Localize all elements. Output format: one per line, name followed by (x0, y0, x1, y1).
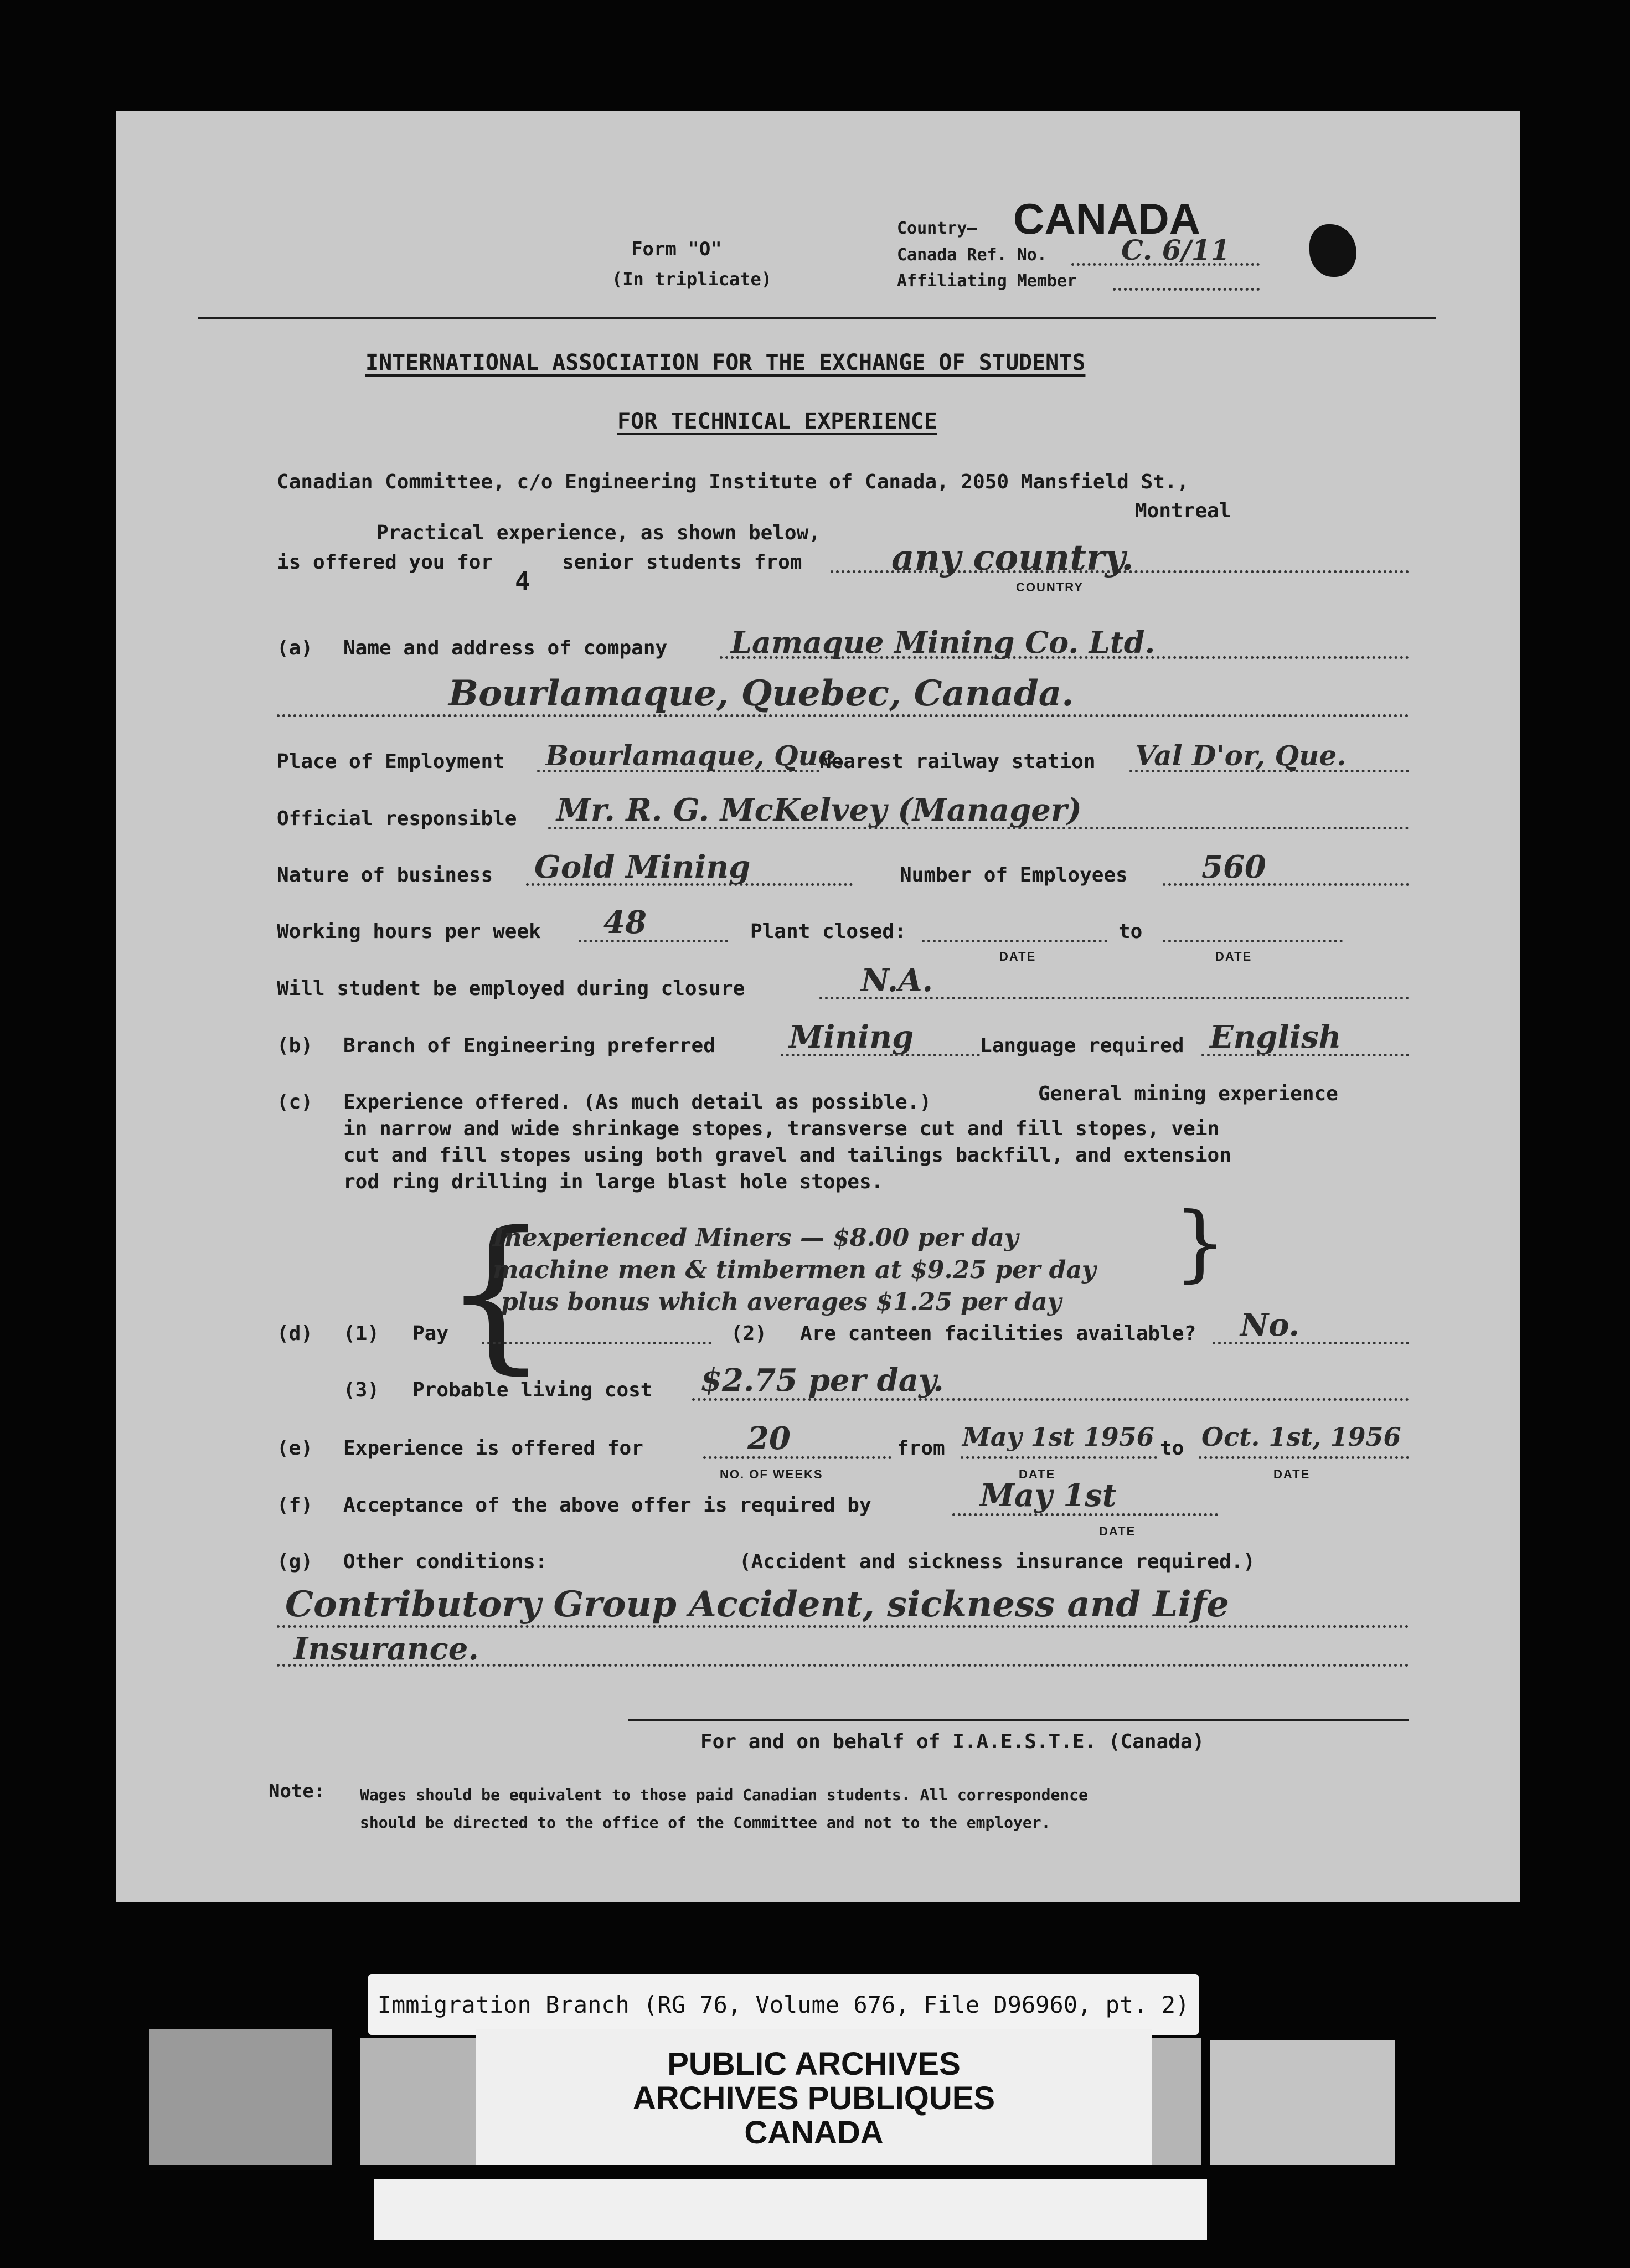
pay-num: (1) (343, 1322, 380, 1345)
country-caption: COUNTRY (1016, 580, 1084, 594)
note-line-2: should be directed to the office of the Committee and not to the employer. (360, 1813, 1051, 1832)
marker-b: (b) (277, 1034, 313, 1057)
archive-stamp (476, 2029, 1152, 2165)
conditions-label: Other conditions: (343, 1550, 548, 1573)
living-num: (3) (343, 1379, 380, 1401)
stamp-line-2: ARCHIVES PUBLIQUES (632, 2080, 995, 2116)
conditions-line-1: Contributory Group Accident, sickness and Life (285, 1584, 1229, 1625)
hours-label: Working hours per week (277, 920, 541, 943)
marker-e: (e) (277, 1437, 313, 1460)
employees-value: 560 (1201, 849, 1266, 885)
to-label: to (1160, 1437, 1184, 1460)
form-copies: (In triplicate) (612, 269, 772, 290)
bottom-slip (374, 2179, 1207, 2240)
archive-tab-right (1210, 2040, 1395, 2165)
closed-to-dots (1163, 940, 1343, 942)
closed-to-caption: DATE (1215, 950, 1252, 963)
official-label: Official responsible (277, 807, 517, 830)
signature-line (628, 1719, 1409, 1721)
living-label: Probable living cost (412, 1379, 653, 1401)
ref-value: C. 6/11 (1121, 234, 1230, 266)
archive-tab-left (149, 2029, 332, 2165)
header-rule (198, 317, 1436, 319)
note-label: Note: (269, 1780, 326, 1802)
member-label: Affiliating Member (897, 271, 1077, 291)
form-name: Form "O" (631, 238, 722, 260)
living-value: $2.75 per day. (700, 1362, 944, 1399)
pay-brace-right: } (1174, 1195, 1227, 1291)
offer-suffix: senior students from (562, 551, 802, 574)
language-value: English (1210, 1019, 1342, 1055)
marker-f: (f) (277, 1494, 313, 1517)
conditions-line-2: Insurance. (293, 1631, 479, 1667)
marker-d: (d) (277, 1322, 313, 1345)
acceptance-value: May 1st (980, 1477, 1117, 1514)
experience-line-1: General mining experience (1038, 1083, 1338, 1105)
marker-a: (a) (277, 637, 313, 659)
place-label: Place of Employment (277, 750, 505, 773)
form-page (116, 111, 1520, 1902)
archive-tab-left-inner (360, 2038, 476, 2165)
committee-line-2: Montreal (1135, 499, 1231, 522)
language-label: Language required (980, 1034, 1184, 1057)
employees-dots (1163, 883, 1409, 886)
employees-label: Number of Employees (900, 864, 1128, 886)
offer-prefix: is offered you for (277, 551, 493, 574)
marker-c: (c) (277, 1091, 313, 1114)
company-value: Lamaque Mining Co. Ltd. (731, 625, 1156, 660)
title-line-1: INTERNATIONAL ASSOCIATION FOR THE EXCHANGE OF STUDENTS (365, 350, 1086, 375)
from-caption: DATE (1019, 1467, 1056, 1481)
student-count: 4 (515, 566, 530, 596)
acceptance-caption: DATE (1099, 1524, 1136, 1538)
from-label: from (897, 1437, 945, 1460)
closure-value: N.A. (861, 962, 933, 999)
ink-blot (1309, 224, 1356, 277)
pay-line-2: machine men & timbermen at $9.25 per day (493, 1256, 1096, 1284)
signature-label: For and on behalf of I.A.E.S.T.E. (Canada) (700, 1730, 1205, 1753)
canteen-label: Are canteen facilities available? (800, 1322, 1196, 1345)
from-value: May 1st 1956 (962, 1422, 1154, 1452)
conditions-note: (Accident and sickness insurance required.) (739, 1550, 1255, 1573)
address-dots (277, 714, 1409, 717)
experience-line-4: rod ring drilling in large blast hole stopes. (343, 1171, 884, 1193)
member-dots (1113, 288, 1260, 291)
business-label: Nature of business (277, 864, 493, 886)
committee-line-1: Canadian Committee, c/o Engineering Institute of Canada, 2050 Mansfield St., (277, 471, 1189, 493)
canteen-value: No. (1240, 1307, 1300, 1343)
experience-line-3: cut and fill stopes using both gravel and tailings backfill, and extension (343, 1144, 1231, 1167)
note-line-1: Wages should be equivalent to those paid Canadian students. All correspondence (360, 1786, 1088, 1804)
company-label: Name and address of company (343, 637, 668, 659)
closed-to-label: to (1118, 920, 1143, 943)
place-value: Bourlamaque, Que. (545, 739, 846, 772)
ref-label: Canada Ref. No. (897, 245, 1047, 265)
address-value: Bourlamaque, Quebec, Canada. (448, 673, 1074, 714)
weeks-value: 20 (747, 1420, 791, 1457)
to-caption: DATE (1273, 1467, 1311, 1481)
stamp-line-3: CANADA (744, 2115, 884, 2151)
title-line-2: FOR TECHNICAL EXPERIENCE (617, 409, 937, 434)
to-value: Oct. 1st, 1956 (1201, 1422, 1401, 1452)
branch-value: Mining (789, 1019, 914, 1055)
closed-label: Plant closed: (750, 920, 906, 943)
stamp-line-1: PUBLIC ARCHIVES (667, 2046, 961, 2082)
canteen-num: (2) (731, 1322, 767, 1345)
acceptance-label: Acceptance of the above offer is required by (343, 1494, 871, 1517)
archive-reference-text: Immigration Branch (RG 76, Volume 676, File D96960, pt. 2) (377, 1991, 1190, 2018)
country-label: Country— (897, 219, 977, 238)
experience-label: Experience offered. (As much detail as possible.) (343, 1091, 932, 1114)
country-value: CANADA (1013, 194, 1200, 243)
conditions-dots-1 (277, 1625, 1409, 1628)
offer-line-1: Practical experience, as shown below, (376, 522, 821, 544)
archive-tab-right-inner (1152, 2038, 1201, 2165)
weeks-caption: NO. OF WEEKS (720, 1467, 823, 1481)
pay-label: Pay (412, 1322, 449, 1345)
weeks-dots (703, 1456, 891, 1459)
offered-label: Experience is offered for (343, 1437, 643, 1460)
station-label: Nearest railway station (819, 750, 1096, 773)
from-dots (961, 1456, 1157, 1459)
pay-line-3: plus bonus which averages $1.25 per day (501, 1288, 1062, 1316)
business-value: Gold Mining (534, 849, 751, 885)
country-offer-value: any country. (891, 537, 1134, 579)
marker-g: (g) (277, 1550, 313, 1573)
hours-dots (579, 940, 728, 942)
experience-line-2: in narrow and wide shrinkage stopes, transverse cut and fill stopes, vein (343, 1117, 1220, 1140)
pay-dots (482, 1342, 711, 1344)
closure-label: Will student be employed during closure (277, 977, 745, 1000)
branch-label: Branch of Engineering preferred (343, 1034, 715, 1057)
closed-from-dots (922, 940, 1107, 942)
to-dots (1199, 1456, 1409, 1459)
official-value: Mr. R. G. McKelvey (Manager) (556, 792, 1082, 828)
station-value: Val D'or, Que. (1135, 739, 1347, 772)
pay-line-1: Inexperienced Miners — $8.00 per day (493, 1224, 1019, 1252)
pay-brace-left: { (443, 1196, 549, 1389)
archive-reference (368, 1974, 1199, 2035)
hours-value: 48 (603, 904, 647, 941)
closed-from-caption: DATE (999, 950, 1036, 963)
